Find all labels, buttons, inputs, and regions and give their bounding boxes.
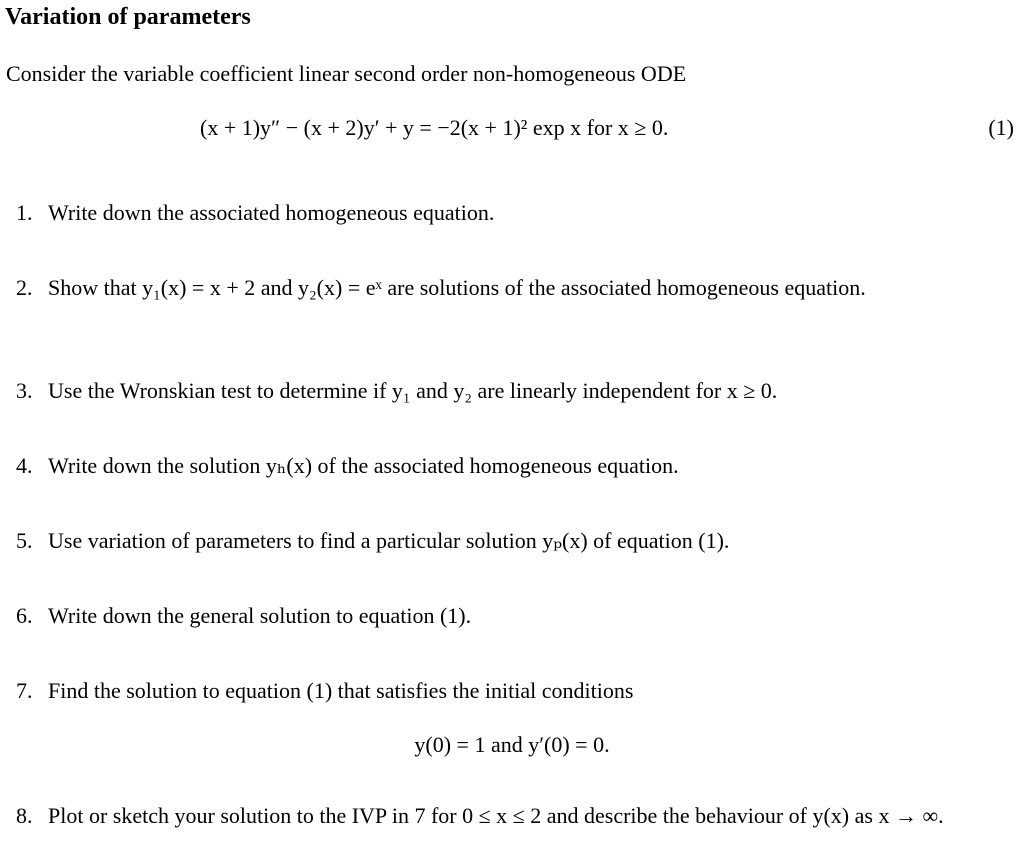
list-item [16, 272, 1018, 303]
item-number: 4. [16, 453, 33, 478]
initial-conditions-equation: y(0) = 1 and y′(0) = 0. [414, 732, 610, 757]
equation-text: (x + 1)y″ − (x + 2)y′ + y = −2(x + 1)² exp x for x ≥ 0. [200, 115, 669, 140]
item-number: 3. [16, 378, 33, 403]
item-text: Use variation of parameters to find a particular solution yₚ(x) of equation (1). [48, 528, 730, 553]
item-number: 6. [16, 603, 33, 628]
item-number: 7. [16, 678, 33, 703]
item-number: 1. [16, 200, 33, 225]
section-heading: Variation of parameters [5, 4, 251, 30]
list-item [16, 450, 1018, 481]
item-text: Show that y₁(x) = x + 2 and y₂(x) = eˣ are solutions of the associated homogeneous equation. [48, 275, 866, 300]
list-item [16, 675, 1018, 706]
item-number: 2. [16, 275, 33, 300]
list-item [16, 600, 1018, 631]
item-text: Write down the general solution to equation (1). [48, 603, 472, 628]
item-number: 5. [16, 528, 33, 553]
item-text: Write down the associated homogeneous equation. [48, 200, 495, 225]
item-text: Write down the solution yₕ(x) of the associated homogeneous equation. [48, 453, 679, 478]
item-number: 8. [16, 803, 33, 828]
list-item [16, 525, 1018, 556]
list-item [16, 197, 1018, 228]
list-item [16, 800, 1018, 831]
list-item [16, 375, 1018, 406]
equation-number: (1) [988, 115, 1014, 140]
item-text: Use the Wronskian test to determine if y₁ and y₂ are linearly independent for x ≥ 0. [48, 378, 778, 403]
main-equation [0, 115, 1024, 147]
item-text: Find the solution to equation (1) that satisfies the initial conditions [48, 678, 634, 703]
intro-paragraph: Consider the variable coefficient linear second order non-homogeneous ODE [6, 61, 687, 86]
item-text: Plot or sketch your solution to the IVP in 7 for 0 ≤ x ≤ 2 and describe the behaviour of y(x) as x → ∞. [48, 803, 944, 828]
